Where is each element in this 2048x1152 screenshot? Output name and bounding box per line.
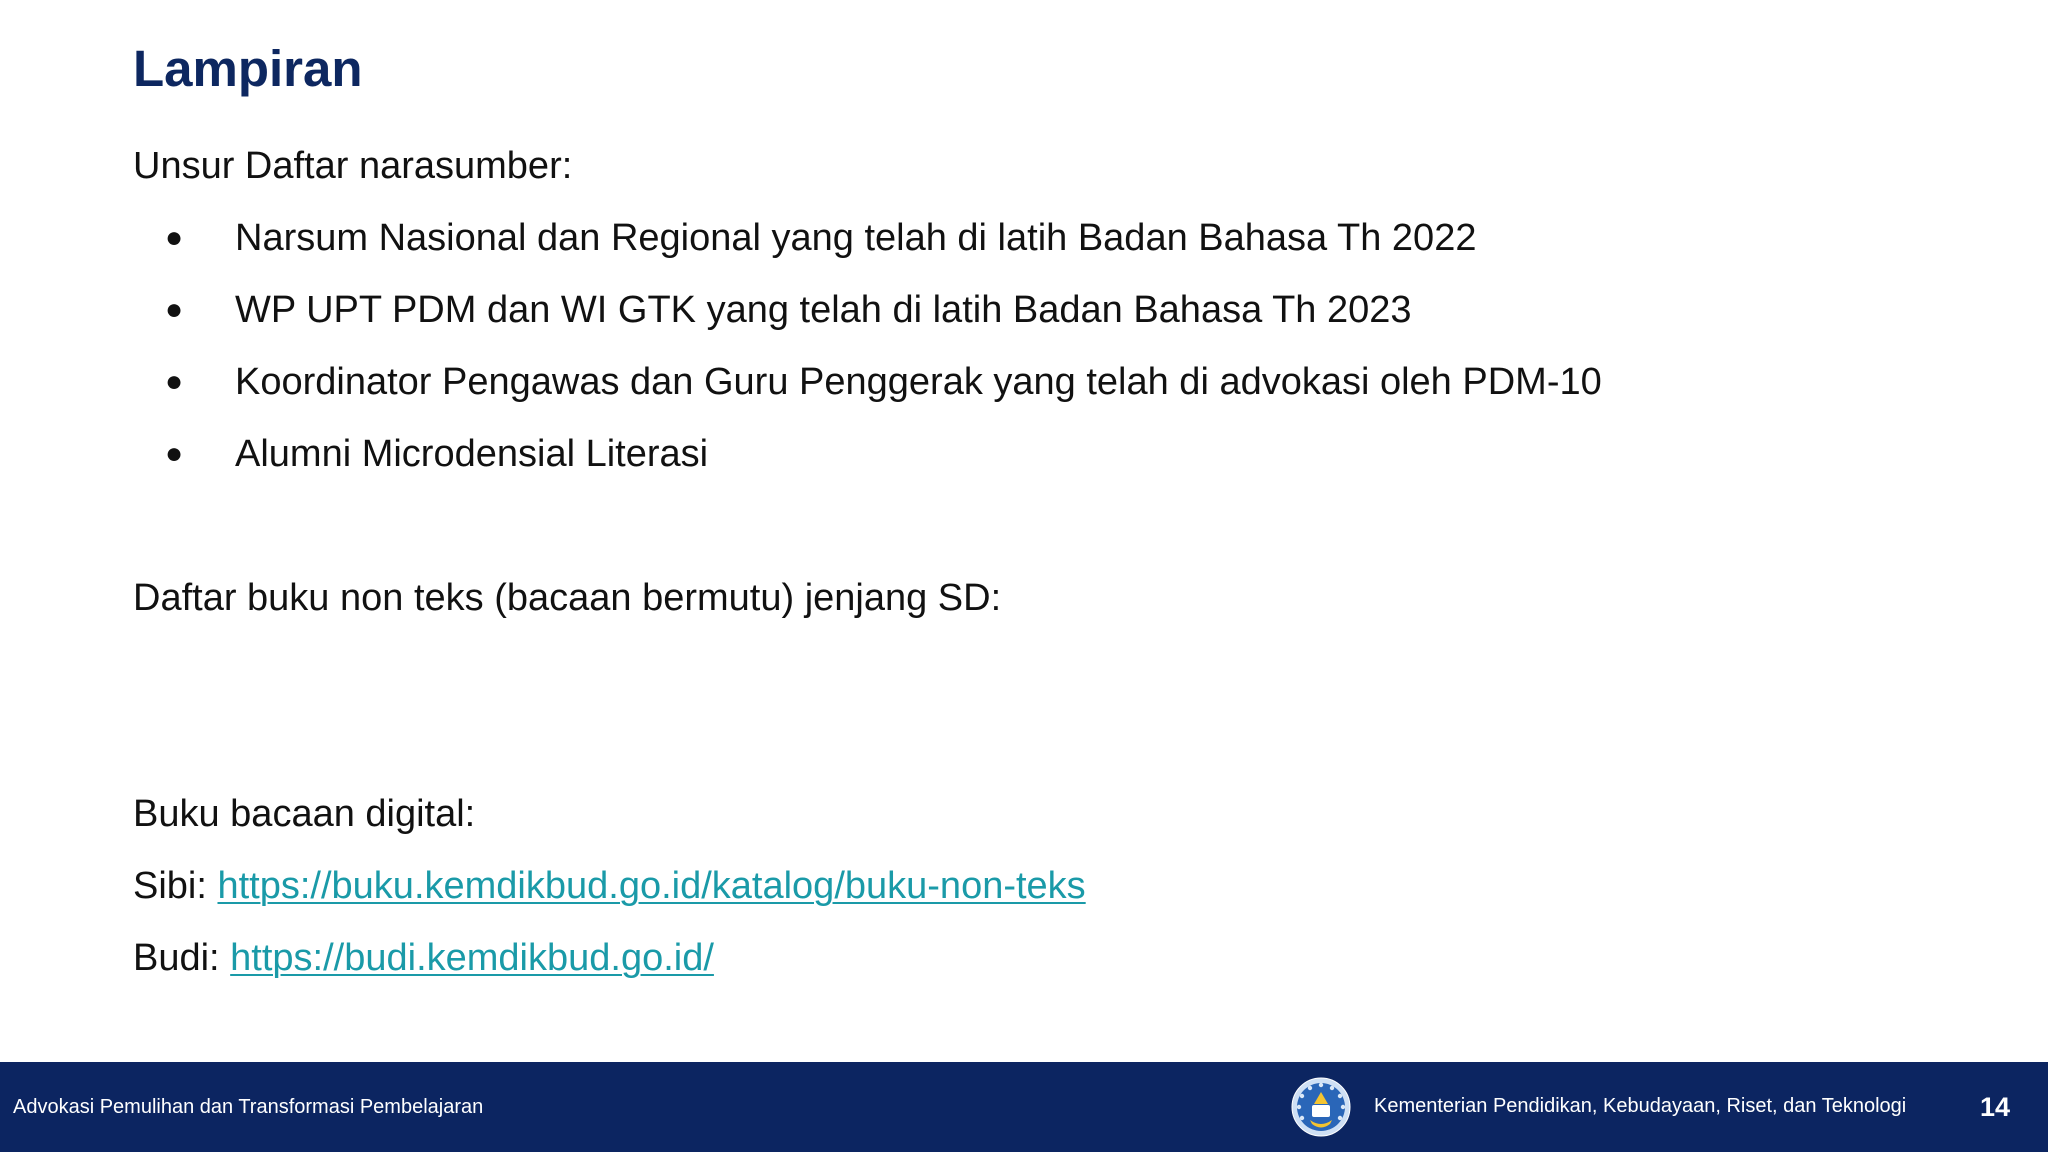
list-item (133, 346, 1933, 418)
section-heading-buku-non-teks: Daftar buku non teks (bacaan bermutu) jenjang SD: (133, 577, 1002, 619)
bullet-icon: ● (165, 221, 184, 254)
page-title: Lampiran (133, 40, 363, 97)
list-item-text: Narsum Nasional dan Regional yang telah di latih Badan Bahasa Th 2022 (235, 217, 1477, 259)
footer-program-name: Advokasi Pemulihan dan Transformasi Pembelajaran (13, 1096, 484, 1118)
list-item (133, 202, 1933, 274)
sibi-link[interactable]: https://buku.kemdikbud.go.id/katalog/buku-non-teks (217, 865, 1086, 907)
spacer (133, 490, 1933, 562)
tut-wuri-handayani-emblem-icon (1290, 1076, 1352, 1138)
footer-bar (0, 1062, 2048, 1152)
bullet-icon: ● (165, 437, 184, 470)
page-number: 14 (1980, 1092, 2011, 1122)
narasumber-list (133, 202, 1933, 490)
link-row-sibi (133, 850, 1933, 922)
list-item-text: Alumni Microdensial Literasi (235, 433, 709, 475)
link-label-budi: Budi: (133, 937, 231, 979)
bullet-icon: ● (165, 365, 184, 398)
footer-ministry-name: Kementerian Pendidikan, Kebudayaan, Riset, dan Teknologi (1374, 1095, 1907, 1117)
budi-link[interactable]: https://budi.kemdikbud.go.id/ (230, 937, 714, 979)
section-heading-narasumber: Unsur Daftar narasumber: (133, 145, 573, 187)
slide-content (133, 130, 1933, 994)
list-item (133, 418, 1933, 490)
link-row-budi (133, 922, 1933, 994)
spacer (133, 634, 1933, 778)
section-heading-buku-digital: Buku bacaan digital: (133, 793, 476, 835)
bullet-icon: ● (165, 293, 184, 326)
list-item-text: WP UPT PDM dan WI GTK yang telah di latih Badan Bahasa Th 2023 (235, 289, 1412, 331)
list-item (133, 274, 1933, 346)
list-item-text: Koordinator Pengawas dan Guru Penggerak yang telah di advokasi oleh PDM-10 (235, 361, 1602, 403)
link-label-sibi: Sibi: (133, 865, 218, 907)
